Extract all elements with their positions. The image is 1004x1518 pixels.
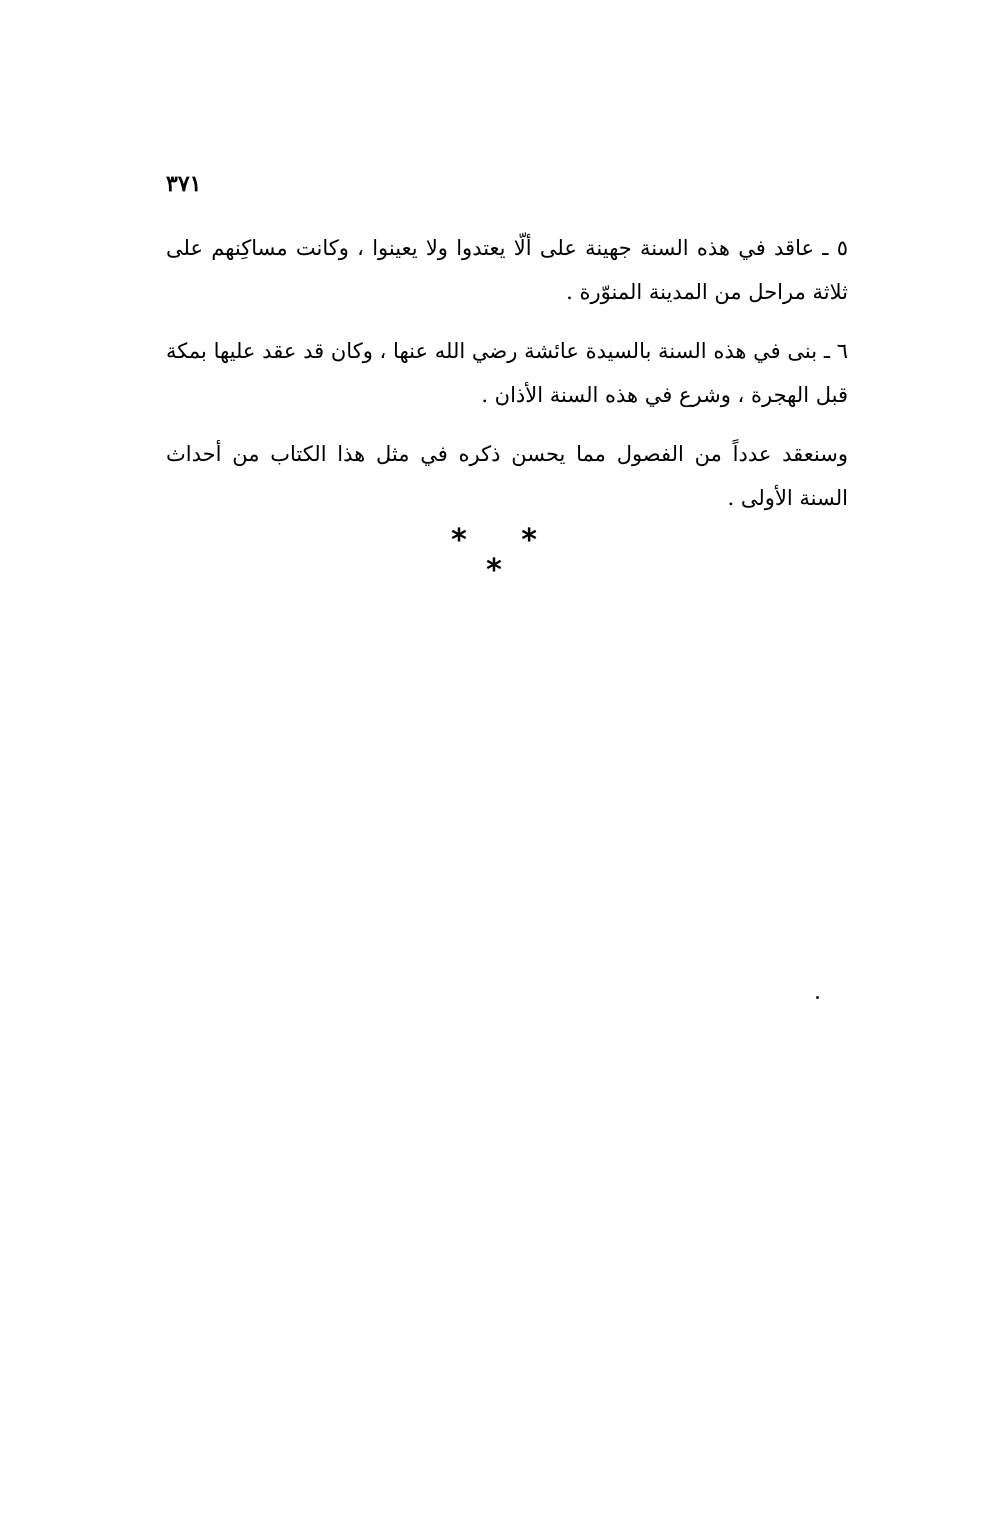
paragraph-item-6: ٦ ـ بنى في هذه السنة بالسيدة عائشة رضي الله عنها ، وكان قد عقد عليها بمكة قبل الهجرة ، وشرع في هذه السنة الأذان . (166, 339, 848, 407)
page-number: ٣٧١ (166, 171, 202, 197)
page-body (166, 226, 848, 535)
section-separator-stars: * * * (451, 523, 559, 588)
paragraph-closing: وسنعقد عدداً من الفصول مما يحسن ذكره في مثل هذا الكتاب من أحداث السنة الأولى . (166, 442, 848, 510)
stray-dot-mark (816, 996, 819, 999)
paragraph-item-5: ٥ ـ عاقد في هذه السنة جهينة على ألّا يعتدوا ولا يعينوا ، وكانت مساكِنهم على ثلاثة مراحل من المدينة المنوّرة . (166, 236, 848, 304)
